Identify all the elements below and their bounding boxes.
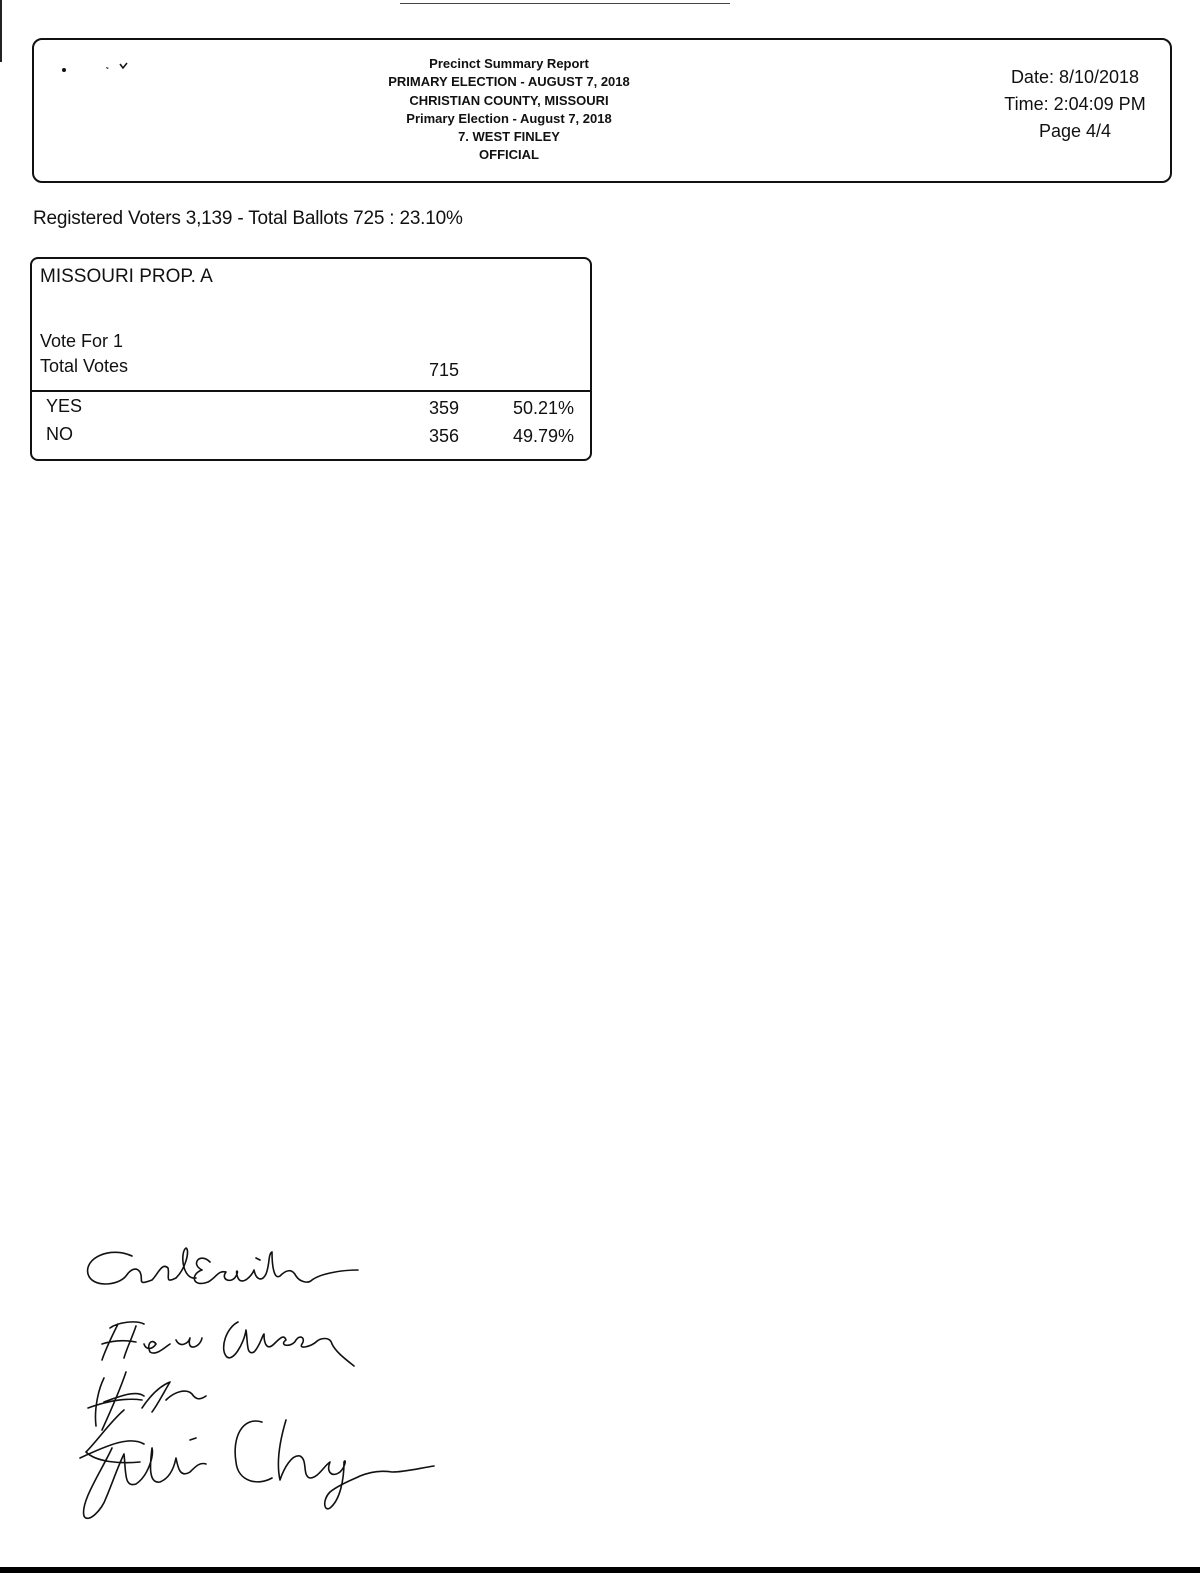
precinct-name: 7. WEST FINLEY bbox=[458, 129, 560, 145]
vote-for-label: Vote For 1 bbox=[40, 331, 124, 351]
choice-percent: 49.79% bbox=[512, 426, 574, 446]
table-row bbox=[32, 424, 590, 450]
choice-name: NO bbox=[46, 424, 73, 444]
jurisdiction: CHRISTIAN COUNTY, MISSOURI bbox=[409, 92, 609, 108]
page-bottom-border bbox=[0, 1567, 1200, 1573]
table-divider bbox=[32, 390, 590, 392]
page-number: Page 4/4 bbox=[1038, 121, 1112, 141]
contest-table bbox=[30, 257, 592, 461]
election-name: Primary Election - August 7, 2018 bbox=[406, 110, 612, 126]
total-votes-label: Total Votes bbox=[40, 356, 129, 376]
turnout-summary: Registered Voters 3,139 - Total Ballots 725 : 23.10% bbox=[33, 208, 463, 229]
signatures-block bbox=[40, 1240, 460, 1530]
report-title: Precinct Summary Report bbox=[429, 56, 589, 71]
report-heading-block bbox=[364, 55, 654, 165]
scan-edge-line bbox=[400, 3, 730, 4]
signature-2 bbox=[102, 1322, 354, 1366]
report-date: Date: 8/10/2018 bbox=[1010, 67, 1140, 87]
scan-marks-icon bbox=[58, 58, 148, 78]
choice-votes: 356 bbox=[428, 426, 459, 446]
table-row bbox=[32, 396, 590, 422]
report-status: OFFICIAL bbox=[479, 147, 539, 163]
signature-4 bbox=[80, 1410, 434, 1518]
report-header bbox=[32, 38, 1172, 183]
choice-votes: 359 bbox=[428, 398, 459, 418]
choice-percent: 50.21% bbox=[512, 398, 574, 418]
contest-title: MISSOURI PROP. A bbox=[40, 266, 213, 287]
report-time: Time: 2:04:09 PM bbox=[1004, 94, 1146, 114]
report-meta bbox=[990, 64, 1160, 145]
total-votes-value: 715 bbox=[428, 360, 459, 380]
signature-3 bbox=[88, 1372, 206, 1430]
scan-edge-line-left bbox=[0, 0, 2, 62]
election-title: PRIMARY ELECTION - AUGUST 7, 2018 bbox=[388, 74, 630, 90]
choice-name: YES bbox=[46, 396, 83, 416]
signature-1 bbox=[88, 1248, 358, 1284]
